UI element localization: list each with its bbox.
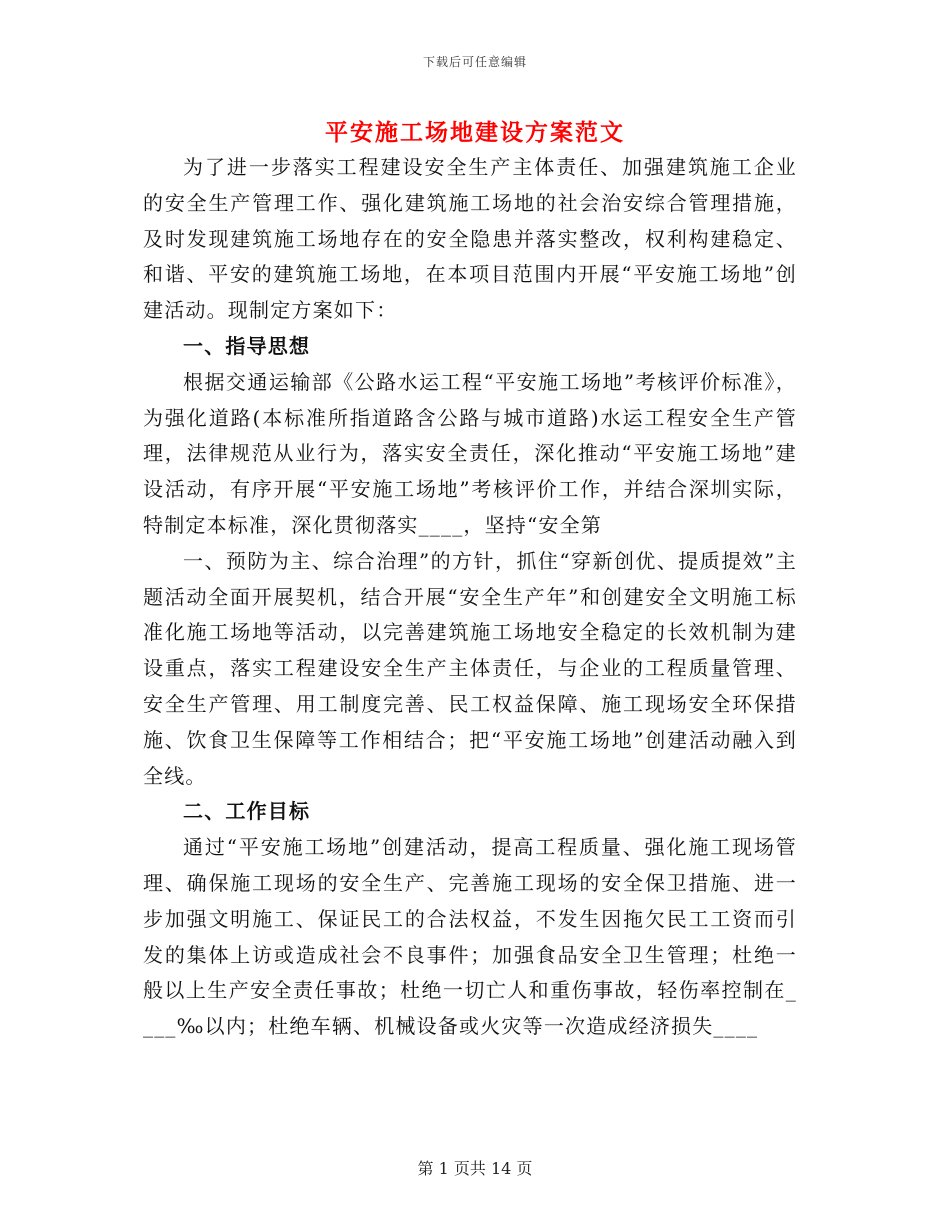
work-goals-paragraph: 通过“平安施工场地”创建活动，提高工程质量、强化施工现场管理、确保施工现场的安全生产、完善施工现场的安全保卫措施、进一步加强文明施工、保证民工的合法权益，不发生因拖欠民工工资而引发的集体上访或造成社会不良事件；加强食品安全卫生管理；杜绝一般以上生产安全责任事故；杜绝一切亡人和重伤事故，轻伤率控制在____‰以内；杜绝车辆、机械设备或火灾等一次造成经济损失____ — [143, 835, 797, 1039]
intro-paragraph: 为了进一步落实工程建设安全生产主体责任、加强建筑施工企业的安全生产管理工作、强化建筑施工场地的社会治安综合管理措施，及时发现建筑施工场地存在的安全隐患并落实整改，权利构建稳定、和谐、平安的建筑施工场地，在本项目范围内开展“平安施工场地”创建活动。现制定方案如下： — [143, 155, 797, 323]
guiding-ideology-paragraph-2: 一、预防为主、综合治理”的方针，抓住“穿新创优、提质提效”主题活动全面开展契机，结合开展“安全生产年”和创建安全文明施工标准化施工场地等活动，以完善建筑施工场地安全稳定的长效机制为建设重点，落实工程建设安全生产主体责任，与企业的工程质量管理、安全生产管理、用工制度完善、民工权益保障、施工现场安全环保措施、饮食卫生保障等工作相结合；把“平安施工场地”创建活动融入到全线。 — [143, 548, 797, 788]
page-number-footer: 第 1 页共 14 页 — [417, 1159, 533, 1178]
header-note: 下载后可任意编辑 — [422, 55, 527, 69]
document-title: 平安施工场地建设方案范文 — [325, 119, 625, 146]
section-heading-guiding-ideology: 一、指导思想 — [183, 333, 311, 358]
document-body — [143, 150, 797, 1045]
section-heading-work-goals: 二、工作目标 — [183, 799, 311, 824]
guiding-ideology-paragraph-1: 根据交通运输部《公路水运工程“平安施工场地”考核评价标准》，为强化道路(本标准所指道路含公路与城市道路)水运工程安全生产管理，法律规范从业行为，落实安全责任，深化推动“平安施工场地”建设活动，有序开展“平安施工场地”考核评价工作，并结合深圳实际，特制定本标准，深化贯彻落实____，坚持“安全第 — [143, 369, 797, 537]
